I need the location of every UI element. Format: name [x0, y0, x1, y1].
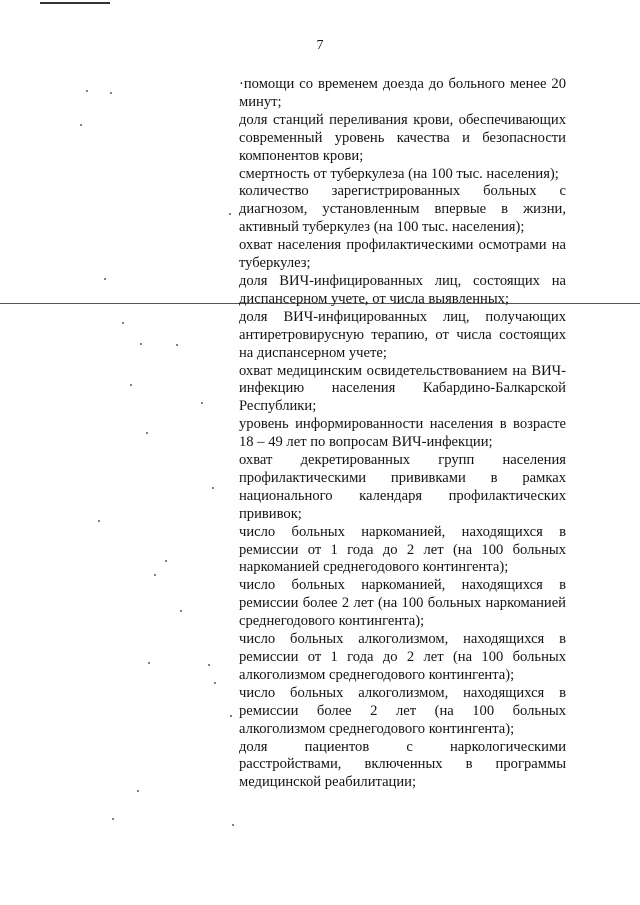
page-number: 7 [316, 38, 324, 53]
scan-speck [112, 818, 114, 820]
scan-speck [180, 610, 182, 612]
scan-speck [154, 574, 156, 576]
scan-speck [80, 124, 82, 126]
scan-speck [232, 824, 234, 826]
list-item: количество зарегистрированных больных с диагнозом, установленным впервые в жизни, активный туберкулез (на 100 тыс. населения); [239, 183, 566, 236]
scan-artifact-top [40, 2, 110, 4]
list-item: число больных наркоманией, находящихся в ремиссии от 1 года до 2 лет (на 100 больных наркоманией среднегодового контингента); [239, 523, 566, 576]
scan-speck [212, 487, 214, 489]
scan-speck [230, 715, 232, 717]
scan-speck [208, 664, 210, 666]
indicator-list [239, 76, 566, 792]
list-item: число больных наркоманией, находящихся в ремиссии более 2 лет (на 100 больных наркоманией среднегодового контингента); [239, 577, 566, 630]
scan-speck [137, 790, 139, 792]
list-item: доля ВИЧ-инфицированных лиц, получающих антиретровирусную терапию, от числа состоящих на диспансерном учете; [239, 308, 566, 361]
list-item: доля ВИЧ-инфицированных лиц, состоящих на диспансерном учете, от числа выявленных; [239, 272, 566, 307]
scan-speck [201, 402, 203, 404]
scan-speck [104, 278, 106, 280]
scan-speck [140, 343, 142, 345]
scan-speck [86, 90, 88, 92]
list-item: доля пациентов с наркологическими расстройствами, включенных в программы медицинской реабилитации; [239, 738, 566, 791]
list-item: ·помощи со временем доезда до больного менее 20 минут; [239, 76, 566, 110]
list-item: охват медицинским освидетельствованием на ВИЧ-инфекцию населения Кабардино-Балкарской Республики; [239, 362, 566, 415]
scan-speck [165, 560, 167, 562]
scan-speck [110, 92, 112, 94]
list-item: число больных алкоголизмом, находящихся в ремиссии более 2 лет (на 100 больных алкоголизмом среднегодового контингента); [239, 684, 566, 737]
list-item: доля станций переливания крови, обеспечивающих современный уровень качества и безопасности компонентов крови; [239, 111, 566, 164]
scan-speck [98, 520, 100, 522]
list-item: охват населения профилактическими осмотрами на туберкулез; [239, 237, 566, 272]
scan-speck [122, 322, 124, 324]
list-item: смертность от туберкулеза (на 100 тыс. населения); [239, 165, 559, 182]
scan-speck [214, 682, 216, 684]
list-item: уровень информированности населения в возрасте 18 – 49 лет по вопросам ВИЧ-инфекции; [239, 416, 566, 451]
scan-speck [130, 384, 132, 386]
scan-speck [176, 344, 178, 346]
scan-speck [146, 432, 148, 434]
scan-speck [148, 662, 150, 664]
list-item: число больных алкоголизмом, находящихся в ремиссии от 1 года до 2 лет (на 100 больных алкоголизмом среднегодового контингента); [239, 631, 566, 683]
scan-speck [229, 213, 231, 215]
list-item: охват декретированных групп населения профилактическими прививками в рамках национального календаря профилактических прививок; [239, 452, 566, 522]
